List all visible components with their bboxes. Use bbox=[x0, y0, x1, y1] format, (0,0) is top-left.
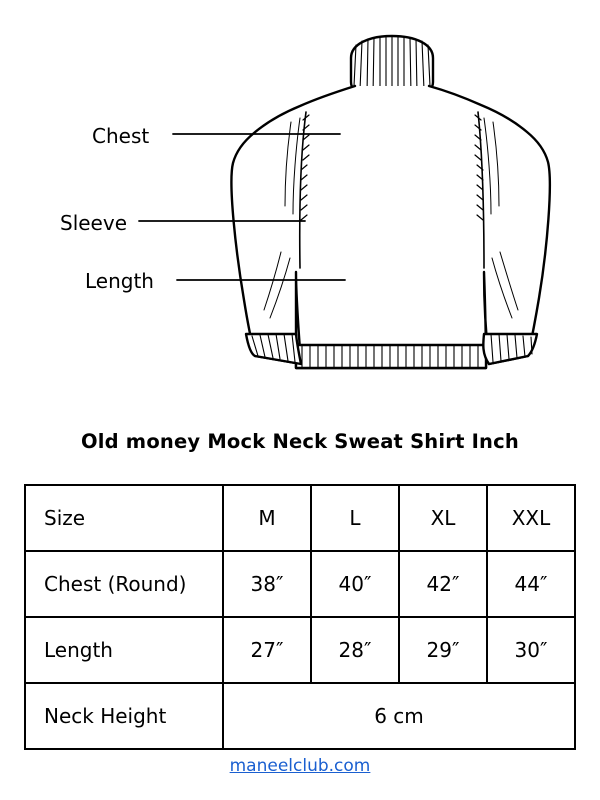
table-row bbox=[25, 485, 575, 551]
size-table bbox=[24, 484, 576, 750]
table-cell-length-label: Length bbox=[25, 617, 223, 683]
hem-band bbox=[296, 345, 486, 368]
table-row bbox=[25, 617, 575, 683]
table-cell-length-m: 27″ bbox=[223, 617, 311, 683]
table-cell-size-l: L bbox=[311, 485, 399, 551]
table-cell-size-m: M bbox=[223, 485, 311, 551]
table-row bbox=[25, 683, 575, 749]
table-cell-size-xl: XL bbox=[399, 485, 487, 551]
table-row bbox=[25, 551, 575, 617]
table-cell-length-xl: 29″ bbox=[399, 617, 487, 683]
table-cell-size-header: Size bbox=[25, 485, 223, 551]
table-cell-chest-xxl: 44″ bbox=[487, 551, 575, 617]
table-cell-neck-height-value: 6 cm bbox=[223, 683, 575, 749]
table-cell-chest-xl: 42″ bbox=[399, 551, 487, 617]
table-cell-length-l: 28″ bbox=[311, 617, 399, 683]
callout-label-sleeve: Sleeve bbox=[60, 211, 128, 235]
chart-caption: Old money Mock Neck Sweat Shirt Inch bbox=[81, 430, 519, 453]
callout-label-length: Length bbox=[85, 269, 154, 293]
table-cell-neck-height-label: Neck Height bbox=[25, 683, 223, 749]
table-cell-chest-l: 40″ bbox=[311, 551, 399, 617]
sweatshirt-body-outline bbox=[231, 86, 549, 368]
footer bbox=[0, 756, 600, 776]
table-cell-size-xxl: XXL bbox=[487, 485, 575, 551]
callout-label-chest: Chest bbox=[92, 124, 150, 148]
table-cell-length-xxl: 30″ bbox=[487, 617, 575, 683]
table-cell-chest-m: 38″ bbox=[223, 551, 311, 617]
size-table-wrapper bbox=[24, 484, 576, 750]
table-cell-chest-label: Chest (Round) bbox=[25, 551, 223, 617]
website-link[interactable]: maneelclub.com bbox=[229, 756, 371, 776]
